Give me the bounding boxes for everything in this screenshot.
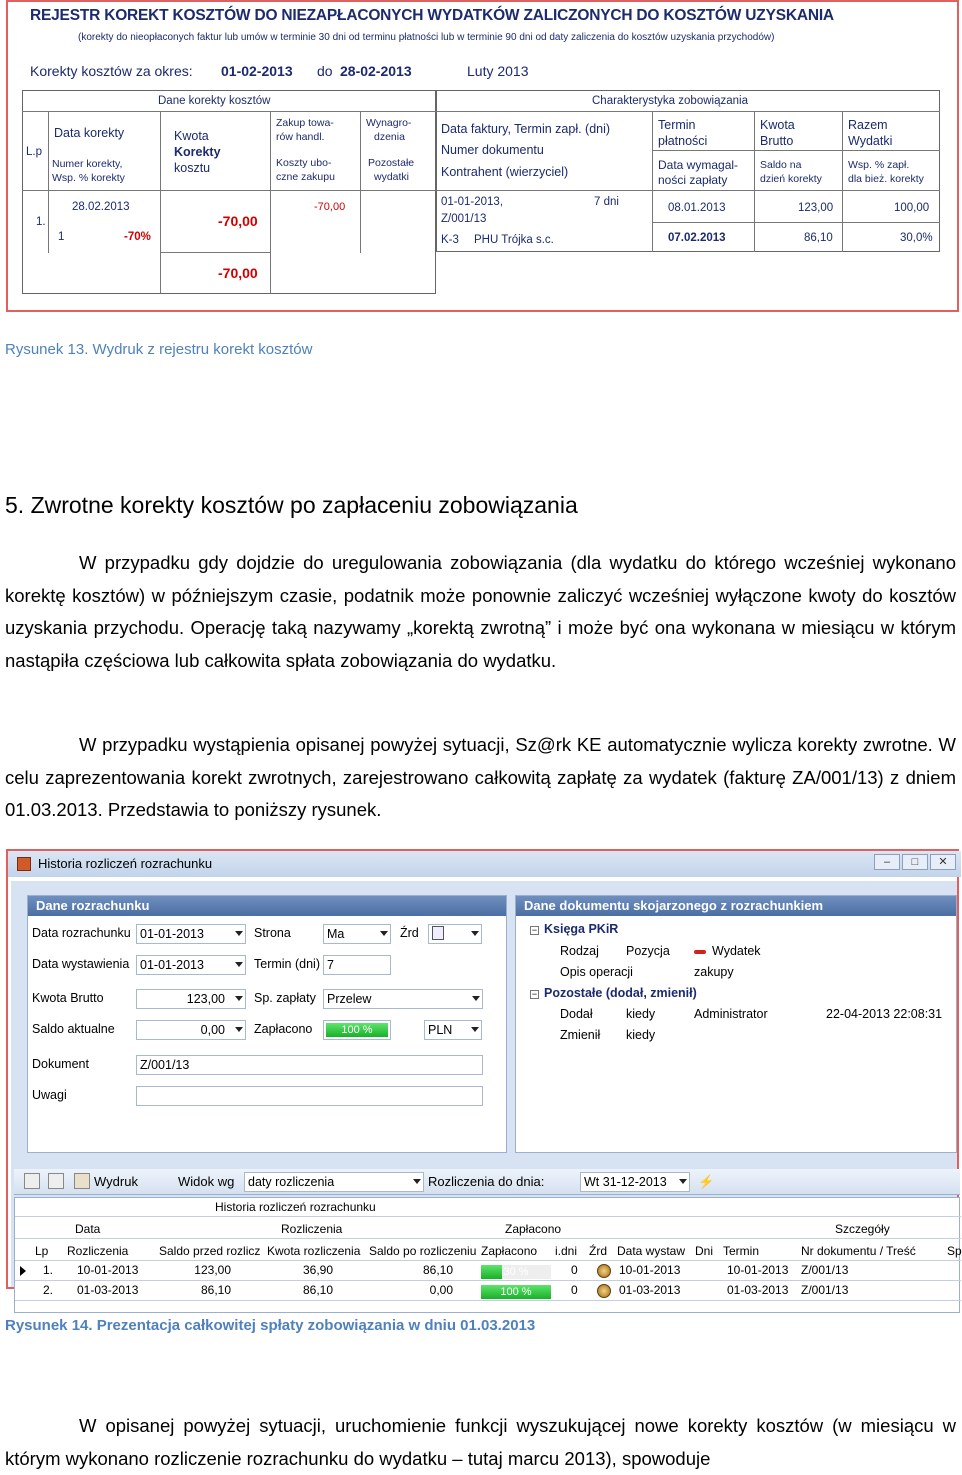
print-icon[interactable] [24, 1173, 40, 1189]
grid-toolbar [14, 1169, 960, 1195]
hdr-pozostale-1: Pozostałe [368, 157, 415, 169]
hdr-brutto-2: Brutto [760, 134, 794, 148]
hdr-wymagal-1: Data wymagal- [658, 158, 739, 172]
report-icon[interactable] [74, 1173, 90, 1189]
hdr-data-faktury: Data faktury, Termin zapł. (dni) [441, 122, 611, 136]
hdr-data-korekty: Data korekty [54, 126, 125, 140]
col-idni[interactable]: i.dni [555, 1244, 578, 1258]
hdr-koszty-2: czne zakupu [276, 171, 335, 183]
window-title: Historia rozliczeń rozrachunku [38, 856, 213, 871]
hdr-pozostale-2: wydatki [374, 171, 410, 183]
col-zaplacono[interactable]: Zapłacono [481, 1244, 538, 1258]
chevron-down-icon [235, 1027, 243, 1032]
preview-icon[interactable] [48, 1173, 64, 1189]
hdr-koszty-1: Koszty ubo- [276, 157, 332, 169]
row-kwota: -70,00 [218, 213, 258, 229]
sp-zaplaty-select[interactable]: Przelew [323, 989, 483, 1009]
col-lp[interactable]: Lp [35, 1244, 49, 1258]
lightning-icon[interactable]: ⚡ [698, 1174, 715, 1189]
grid-saldo-przed: 123,00 [194, 1263, 231, 1277]
hdr-kwota-1: Kwota [174, 129, 209, 143]
current-row-arrow-icon [20, 1266, 26, 1276]
hdr-termin-2: płatności [658, 134, 708, 148]
row-zakup: -70,00 [314, 201, 346, 213]
chevron-down-icon [471, 1027, 479, 1032]
grid-saldo-po: 0,00 [429, 1283, 453, 1297]
tree-pozycja: Pozycja [626, 944, 670, 958]
grid-nr: Z/001/13 [801, 1263, 849, 1277]
grid-data: 01-03-2013 [77, 1283, 139, 1297]
chevron-down-icon [235, 962, 243, 967]
termin-label: Termin (dni) [254, 957, 320, 971]
period-line [30, 63, 930, 83]
collapse-icon[interactable]: − [531, 925, 538, 935]
group-right-header: Charakterystyka zobowiązania [592, 95, 748, 107]
period-label: Korekty kosztów za okres: [30, 63, 193, 79]
caption-14: Rysunek 14. Prezentacja całkowitej spłaty zobowiązania w dniu 01.03.2013 [5, 1317, 536, 1334]
col-dni[interactable]: Dni [695, 1244, 714, 1258]
group-left-header: Dane korekty kosztów [158, 95, 271, 107]
grid-kwota: 86,10 [302, 1283, 333, 1297]
hdr-wsp-1: Wsp. % zapł. [848, 159, 910, 171]
grid-data: 10-01-2013 [77, 1263, 139, 1277]
saldo-field[interactable]: 0,00 [136, 1020, 246, 1040]
uwagi-label: Uwagi [32, 1088, 67, 1102]
widok-select[interactable]: daty rozliczenia [244, 1172, 424, 1192]
hdr-zakup-2: rów handl. [276, 131, 325, 143]
grid-idni: 0 [571, 1283, 578, 1297]
col-termin[interactable]: Termin [723, 1244, 760, 1258]
left-panel-title: Dane rozrachunku [28, 896, 506, 916]
rozliczenia-date-select[interactable]: Wt 31-12-2013 [580, 1172, 690, 1192]
hdr-lp: L.p [26, 146, 42, 158]
settlement-data-panel [27, 895, 507, 1153]
settlement-history-grid [14, 1197, 960, 1313]
row-termin-dni: 7 dni [594, 196, 619, 208]
zaplacono-label: Zapłacono [254, 1022, 313, 1036]
zrd-select[interactable] [428, 924, 482, 944]
row-kwota-brutto: 123,00 [798, 202, 834, 214]
widok-label: Widok wg [178, 1174, 235, 1189]
register-subtitle: (korekty do nieopłaconych faktur lub umów w terminie 30 dni od terminu płatności lub w terminie 90 dni od daty zaliczenia do kosztów uzyskania przychodów) [78, 32, 775, 43]
hdr-numer-korekty-1: Numer korekty, [52, 158, 123, 170]
grid-idni: 0 [571, 1263, 578, 1277]
figure-13-register-printout [6, 0, 959, 312]
row-data-faktury: 01-01-2013, [441, 196, 504, 208]
row-termin-platnosci: 08.01.2013 [668, 202, 726, 214]
hdr-termin-1: Termin [658, 118, 696, 132]
tree-rodzaj: Rodzaj [560, 944, 599, 958]
period-to-label: do [317, 63, 333, 79]
tree-data-dodania: 22-04-2013 22:08:31 [826, 1007, 943, 1021]
col-rozliczenia[interactable]: Rozliczenia [67, 1244, 129, 1258]
zrd-label: Źrd [400, 926, 419, 940]
group-rozliczenia: Rozliczenia [281, 1222, 343, 1236]
window-titlebar [8, 851, 961, 877]
window-body [11, 881, 962, 1298]
caption-13: Rysunek 13. Wydruk z rejestru korekt kosztów [5, 341, 313, 358]
termin-field[interactable]: 7 [323, 955, 391, 975]
sp-zaplaty-label: Sp. zapłaty [254, 991, 316, 1005]
grid-nr: Z/001/13 [801, 1283, 849, 1297]
tree-zakupy: zakupy [694, 965, 734, 979]
paid-progress-bar [481, 1265, 551, 1279]
tree-opis: Opis operacji [560, 965, 633, 979]
row-numer-dokumentu: Z/001/13 [441, 213, 487, 225]
row-wsp: -70% [124, 231, 151, 243]
grid-lp: 2. [43, 1283, 54, 1297]
row-lp: 1. [36, 216, 46, 228]
hdr-wynagr-1: Wynagro- [366, 117, 412, 129]
row-numer: 1 [58, 231, 65, 243]
hdr-wsp-2: dla bież. korekty [848, 173, 924, 185]
tree-kiedy-2: kiedy [626, 1028, 656, 1042]
hdr-kwota-3: kosztu [174, 161, 211, 175]
kwota-brutto-label: Kwota Brutto [32, 991, 104, 1005]
hdr-wynagr-2: dzenia [374, 131, 405, 143]
row-data-wymagalnosci: 07.02.2013 [668, 232, 726, 244]
col-zrd[interactable]: Źrd [589, 1244, 607, 1258]
close-icon[interactable]: ✕ [930, 854, 956, 870]
row-razem: 100,00 [894, 202, 930, 214]
paragraph-1: W przypadku gdy dojdzie do uregulowania zobowiązania (dla wydatku do którego wcześniej wykonano korektę kosztów) w późniejszym czasie, podatnik może ponownie zaliczyć wcześniej wyłączone kwoty do kosztów uzyskania przychodu. Operację taką nazywamy „korektą zwrotną” i może być ona wykonana w miesiącu w którym nastąpiła częściowa lub całkowita spłata zobowiązania do wydatku. [5, 552, 956, 671]
minimize-icon[interactable]: – [874, 854, 900, 870]
hdr-razem-2: Wydatki [848, 134, 893, 148]
paid-progress-pct: 100 % [500, 1286, 532, 1298]
strona-label: Strona [254, 926, 291, 940]
data-wystawienia-label: Data wystawienia [32, 957, 130, 971]
saldo-label: Saldo aktualne [32, 1022, 115, 1036]
period-to: 28-02-2013 [340, 63, 412, 79]
paragraph-3: W opisanej powyżej sytuacji, uruchomienie funkcji wyszukującej nowe korekty kosztów (w miesiącu w którym wykonano rozliczenie rozrachunku do wydatku – tutaj marcu 2013), spowoduje [5, 1415, 956, 1469]
col-data-wystaw[interactable]: Data wystaw [617, 1244, 686, 1258]
hdr-numer-dokumentu: Numer dokumentu [441, 143, 544, 157]
rozliczenia-label: Rozliczenia do dnia: [428, 1174, 545, 1189]
grid-data-wyst: 01-03-2013 [619, 1283, 681, 1297]
dokument-field[interactable]: Z/001/13 [136, 1055, 483, 1075]
hdr-numer-korekty-2: Wsp. % korekty [52, 172, 125, 184]
paragraph-2: W przypadku wystąpienia opisanej powyżej sytuacji, Sz@rk KE automatycznie wylicza korekty zwrotne. W celu zaprezentowania korekt zwrotnych, zarejestrowano całkowitą zapłatę za wydatek (fakturę ZA/001/13) z dniem 01.03.2013. Przedstawia to poniższy rysunek. [5, 734, 956, 820]
kwota-brutto-field[interactable]: 123,00 [136, 989, 246, 1009]
grid-title: Historia rozliczeń rozrachunku [215, 1200, 376, 1214]
linked-document-panel [515, 895, 957, 1153]
uwagi-field[interactable] [136, 1086, 483, 1106]
hdr-razem-1: Razem [848, 118, 888, 132]
right-panel-title: Dane dokumentu skojarzonego z rozrachunkiem [516, 896, 956, 916]
hdr-zakup-1: Zakup towa- [276, 117, 334, 129]
grid-saldo-po: 86,10 [422, 1263, 453, 1277]
grid-data-wyst: 10-01-2013 [619, 1263, 681, 1277]
chevron-down-icon [235, 931, 243, 936]
wydruk-button[interactable]: Wydruk [94, 1174, 138, 1189]
hdr-kontrahent: Kontrahent (wierzyciel) [441, 165, 569, 179]
source-medal-icon[interactable] [597, 1264, 611, 1278]
chevron-down-icon [472, 996, 480, 1001]
row-data-korekty: 28.02.2013 [72, 201, 130, 213]
grid-saldo-przed: 86,10 [200, 1283, 231, 1297]
collapse-icon[interactable]: − [531, 989, 538, 999]
period-month: Luty 2013 [467, 63, 529, 79]
col-nr-dokumentu[interactable]: Nr dokumentu / Treść [801, 1244, 916, 1258]
grid-termin: 01-03-2013 [727, 1283, 789, 1297]
group-data: Data [75, 1222, 101, 1236]
hdr-saldo-2: dzień korekty [760, 173, 822, 185]
col-kwota[interactable]: Kwota rozliczenia [267, 1244, 361, 1258]
chevron-down-icon [235, 996, 243, 1001]
zaplacono-pct: 100 % [341, 1024, 373, 1036]
paid-progress-bar [481, 1285, 551, 1299]
hdr-saldo-1: Saldo na [760, 159, 802, 171]
tree-kiedy: kiedy [626, 1007, 656, 1021]
grid-termin: 10-01-2013 [727, 1263, 789, 1277]
hdr-wymagal-2: ności zapłaty [658, 173, 728, 187]
chevron-down-icon [413, 1179, 421, 1184]
strona-select[interactable]: Ma [323, 924, 391, 944]
hdr-brutto-1: Kwota [760, 118, 795, 132]
waluta-select[interactable]: PLN [424, 1020, 482, 1040]
dokument-label: Dokument [32, 1057, 89, 1071]
col-sp[interactable]: Sp [947, 1244, 962, 1258]
group-zaplacono: Zapłacono [505, 1222, 562, 1236]
source-medal-icon[interactable] [597, 1284, 611, 1298]
tree-ksiega[interactable]: Księga PKiR [544, 922, 619, 936]
red-dash-icon [694, 950, 706, 954]
row-kontrahent-kod: K-3 [441, 234, 459, 246]
maximize-icon[interactable]: □ [902, 854, 928, 870]
tree-zmienil: Zmienił [560, 1028, 601, 1042]
tree-wydatek: Wydatek [712, 944, 761, 958]
tree-dodal: Dodał [560, 1007, 593, 1021]
group-szczegoly: Szczegóły [835, 1222, 890, 1236]
col-saldo-przed[interactable]: Saldo przed rozlicz [159, 1244, 261, 1258]
tree-wydatek-row [694, 944, 761, 958]
tree-administrator: Administrator [694, 1007, 768, 1021]
zaplacono-progress [323, 1020, 391, 1040]
paid-progress-pct: 30 % [503, 1266, 529, 1278]
grid-kwota: 36,90 [302, 1263, 333, 1277]
document-icon [432, 926, 444, 940]
col-saldo-po[interactable]: Saldo po rozliczeniu [369, 1244, 477, 1258]
row-kontrahent: PHU Trójka s.c. [474, 234, 554, 246]
app-icon [17, 857, 31, 871]
data-wystawienia-field[interactable]: 01-01-2013 [136, 955, 246, 975]
period-from: 01-02-2013 [221, 63, 293, 79]
hdr-kwota-2: Korekty [174, 145, 221, 159]
row-wsp-zapl: 30,0% [900, 232, 933, 244]
tree-pozostale[interactable]: Pozostałe (dodał, zmienił) [544, 986, 697, 1000]
chevron-down-icon [380, 931, 388, 936]
row-saldo: 86,10 [804, 232, 833, 244]
total-kwota: -70,00 [218, 265, 258, 281]
data-rozrachunku-label: Data rozrachunku [32, 926, 131, 940]
chevron-down-icon [679, 1179, 687, 1184]
register-title: REJESTR KOREKT KOSZTÓW DO NIEZAPŁACONYCH WYDATKÓW ZALICZONYCH DO KOSZTÓW UZYSKANIA [30, 7, 834, 24]
section-heading: 5. Zwrotne korekty kosztów po zapłaceniu zobowiązania [5, 492, 578, 518]
figure-14-settlement-history-window [6, 849, 962, 1298]
data-rozrachunku-field[interactable]: 01-01-2013 [136, 924, 246, 944]
grid-lp: 1. [43, 1263, 54, 1277]
chevron-down-icon [471, 931, 479, 936]
